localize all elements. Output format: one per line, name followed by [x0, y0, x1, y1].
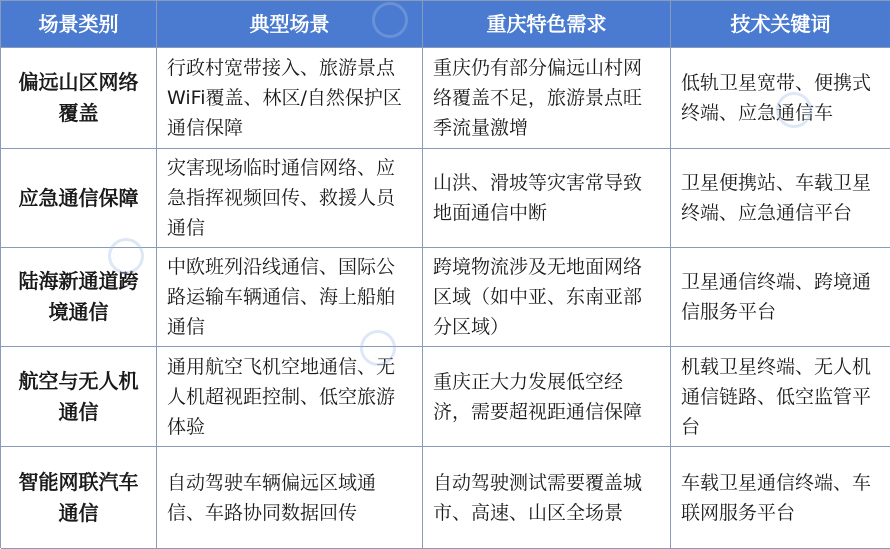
header-demand: 重庆特色需求 [423, 1, 671, 48]
header-keywords: 技术关键词 [671, 1, 890, 48]
row-2-category: 应急通信保障 [1, 149, 157, 248]
row-2-demand: 山洪、滑坡等灾害常导致地面通信中断 [423, 149, 671, 248]
row-3-keywords: 卫星通信终端、跨境通信服务平台 [671, 248, 890, 347]
row-4-keywords: 机载卫星终端、无人机通信链路、低空监管平台 [671, 347, 890, 447]
row-3-category: 陆海新通道跨境通信 [1, 248, 157, 347]
row-5-scenario: 自动驾驶车辆偏远区域通信、车路协同数据回传 [157, 447, 423, 549]
row-5-category: 智能网联汽车通信 [1, 447, 157, 549]
row-1-category: 偏远山区网络覆盖 [1, 48, 157, 149]
row-5-keywords: 车载卫星通信终端、车联网服务平台 [671, 447, 890, 549]
row-4-scenario: 通用航空飞机空地通信、无人机超视距控制、低空旅游体验 [157, 347, 423, 447]
header-category: 场景类别 [1, 1, 157, 48]
row-1-keywords: 低轨卫星宽带、便携式终端、应急通信车 [671, 48, 890, 149]
row-3-scenario: 中欧班列沿线通信、国际公路运输车辆通信、海上船舶通信 [157, 248, 423, 347]
row-3-demand: 跨境物流涉及无地面网络区域（如中亚、东南亚部分区域） [423, 248, 671, 347]
row-1-demand: 重庆仍有部分偏远山村网络覆盖不足，旅游景点旺季流量激增 [423, 48, 671, 149]
row-4-category: 航空与无人机通信 [1, 347, 157, 447]
header-scenario: 典型场景 [157, 1, 423, 48]
row-4-demand: 重庆正大力发展低空经济，需要超视距通信保障 [423, 347, 671, 447]
row-2-scenario: 灾害现场临时通信网络、应急指挥视频回传、救援人员通信 [157, 149, 423, 248]
row-5-demand: 自动驾驶测试需要覆盖城市、高速、山区全场景 [423, 447, 671, 549]
row-2-keywords: 卫星便携站、车载卫星终端、应急通信平台 [671, 149, 890, 248]
row-1-scenario: 行政村宽带接入、旅游景点WiFi覆盖、林区/自然保护区通信保障 [157, 48, 423, 149]
